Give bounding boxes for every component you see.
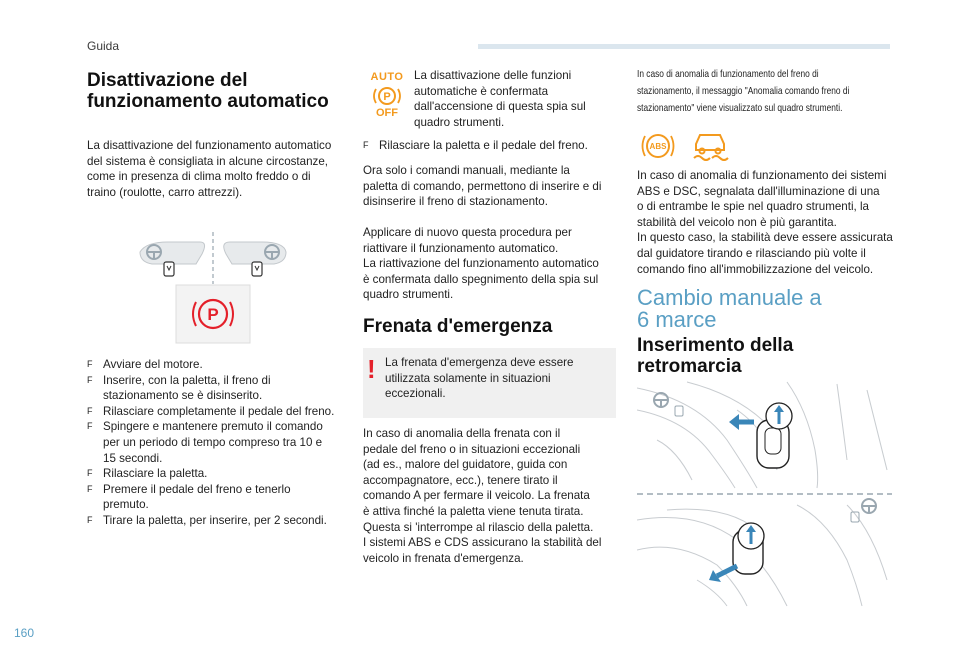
abs-dsc-text: In caso di anomalia di funzionamento dei sistemi ABS e DSC, segnalata dall'illuminazione di una o di entrambe le spie nel quadro strumenti, la stabilità del veicolo non è più garantita. In questo caso, la stabilità deve essere assicurata dal guidatore tirando e rilasciando più volte il comando fino all'immobilizzazione del veicolo.: [637, 169, 893, 276]
anomaly-note: In caso di anomalia di funzionamento del freno di stazionamento, il messaggio "Anomalia comando freno di stazionamento" viene visualizzato sul quadro strumenti.: [637, 69, 850, 114]
stability-control-icon: [694, 135, 728, 160]
list-item: F Inserire, con la paletta, il freno di stazionamento se è disinserito.: [87, 373, 271, 403]
parking-brake-icon: [372, 84, 402, 108]
auto-off-icon: AUTO P OFF: [370, 71, 404, 119]
warning-text: La frenata d'emergenza deve essere utilizzata solamente in situazioni eccezionali.: [385, 356, 574, 401]
abs-dsc-warning-icons: [640, 128, 736, 164]
section-label: Guida: [87, 39, 120, 53]
list-item: F Rilasciare completamente il pedale del freno.: [87, 404, 335, 418]
reverse-gear-illustration: [637, 380, 892, 608]
release-step: F Rilasciare la paletta e il pedale del freno.: [363, 139, 588, 152]
svg-text:P: P: [383, 91, 391, 103]
disable-auto-title: Disattivazione del funzionamento automatico: [87, 70, 329, 112]
header-bar: [478, 44, 890, 49]
disable-steps-list: [87, 357, 334, 529]
reactivate-text: Applicare di nuovo questa procedura per riattivare il funzionamento automatico. La riattivazione del funzionamento automatico è confermata dallo spegnimento della spia sul quadro strumenti.: [363, 226, 599, 302]
auto-off-text: La disattivazione delle funzioni automatiche è confermata dall'accensione di questa spia sul quadro strumenti.: [414, 69, 586, 129]
list-item: F Rilasciare la paletta.: [87, 467, 208, 481]
svg-text:ABS: ABS: [649, 142, 667, 151]
list-item: F Spingere e mantenere premuto il comando per un periodo di tempo compreso tra 10 e 15 secondi.: [87, 420, 323, 465]
warning-exclamation-icon: !: [367, 354, 376, 384]
reverse-gear-title: Inserimento della retromarcia: [637, 335, 794, 377]
svg-text:P: P: [207, 305, 219, 324]
page-number: 160: [14, 626, 35, 640]
list-item: F Premere il pedale del freno e tenerlo premuto.: [87, 482, 291, 512]
disable-auto-intro: La disattivazione del funzionamento automatico del sistema è consigliata in alcune circostanze, come in presenza di clima molto freddo o di traino (roulotte, carro attrezzi).: [87, 139, 332, 199]
gear-knob-bottom: [709, 523, 764, 582]
manual-control-text: Ora solo i comandi manuali, mediante la paletta di comando, permettono di inserire e di disinserire il freno di stazionamento.: [363, 164, 602, 209]
list-item: F Tirare la paletta, per inserire, per 2 secondi.: [87, 513, 327, 527]
abs-icon: [643, 135, 674, 157]
steering-wheel-icon: [654, 393, 668, 407]
steering-wheel-icon: [862, 499, 876, 513]
emergency-braking-text: In caso di anomalia della frenata con il pedale del freno o in situazioni eccezionali (ad es., malore del guidatore, guida con accompagnatore, ecc.), tenere tirato il comando A per fermare il veicolo. La frenata è attiva finché la paletta viene tenuta tirata. Questa si 'interrompe al rilascio della paletta. I sistemi ABS e CDS assicurano la stabilità del veicolo in frenata d'emergenza.: [363, 427, 602, 565]
chapter-title: Cambio manuale a 6 marce: [637, 285, 822, 332]
emergency-braking-title: Frenata d'emergenza: [363, 316, 553, 337]
parking-brake-switch-illustration: [138, 230, 288, 345]
list-item: F Avviare del motore.: [87, 358, 203, 371]
